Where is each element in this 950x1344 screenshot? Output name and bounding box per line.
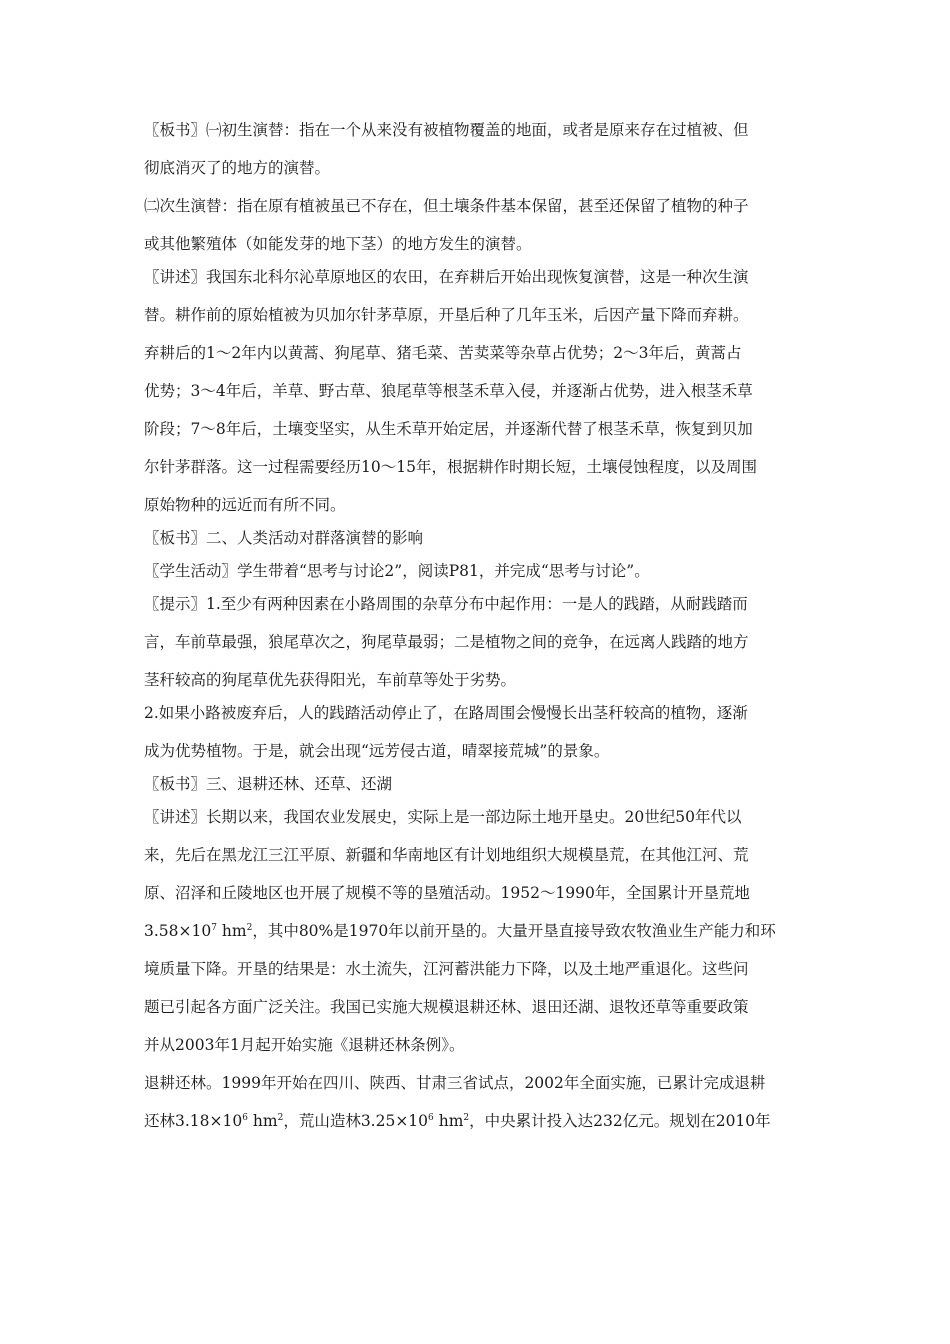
superscript: 2 [277, 1113, 284, 1123]
text-line: 替。耕作前的原始植被为贝加尔针茅草原，开垦后种了几年玉米，后因产量下降而弃耕。 [144, 306, 749, 324]
text-line: 退耕还林。1999年开始在四川、陕西、甘肃三省试点，2002年全面实施，已累计完成退耕 [144, 1074, 766, 1092]
superscript: 2 [463, 1113, 470, 1123]
text-line: 境质量下降。开垦的结果是：水土流失，江河蓄洪能力下降，以及土地严重退化。这些问 [144, 960, 749, 978]
document-body [144, 120, 809, 1131]
text-line: 成为优势植物。于是，就会出现“远芳侵古道，晴翠接荒城”的景象。 [144, 742, 610, 760]
text-segment: ，荒山造林3.25×10 [283, 1112, 429, 1130]
text-segment: hm [216, 922, 247, 940]
text-line: 阶段；7～8年后，土壤变坚实，从生禾草开始定居，并逐渐代替了根茎禾草，恢复到贝加 [144, 420, 753, 438]
text-segment: hm [247, 1112, 278, 1130]
text-line: 来，先后在黑龙江三江平原、新疆和华南地区有计划地组织大规模垦荒，在其他江河、荒 [144, 846, 749, 864]
text-line: 原始物种的远近而有所不同。 [144, 496, 346, 514]
text-line: 〖板书〗㈠初生演替：指在一个从来没有被植物覆盖的地面，或者是原来存在过植被、但 [144, 121, 749, 139]
text-line: 优势；3～4年后，羊草、野古草、狼尾草等根茎禾草入侵，并逐渐占优势，进入根茎禾草 [144, 382, 753, 400]
text-line: 茎秆较高的狗尾草优先获得阳光，车前草等处于劣势。 [144, 671, 517, 689]
text-line-with-superscripts [144, 921, 809, 941]
text-line: 2.如果小路被废弃后，人的践踏活动停止了，在路周围会慢慢长出茎秆较高的植物，逐渐 [144, 704, 748, 722]
text-line: 题已引起各方面广泛关注。我国已实施大规模退耕还林、退田还湖、退牧还草等重要政策 [144, 998, 749, 1016]
text-line: 或其他繁殖体（如能发芽的地下茎）的地方发生的演替。 [144, 235, 532, 253]
text-line: 弃耕后的1～2年内以黄蒿、狗尾草、猪毛菜、苦荬菜等杂草占优势；2～3年后，黄蒿占 [144, 344, 742, 362]
text-line: 〖学生活动〗学生带着“思考与讨论2”，阅读P81，并完成“思考与讨论”。 [144, 562, 650, 580]
text-line: 原、沼泽和丘陵地区也开展了规模不等的垦殖活动。1952～1990年，全国累计开垦荒地 [144, 884, 750, 902]
text-line-with-superscripts [144, 1111, 809, 1131]
text-segment: 还林3.18×10 [144, 1112, 243, 1130]
text-segment: 3.58×10 [144, 922, 212, 940]
superscript: 2 [246, 923, 253, 933]
text-segment: ，中央累计投入达232亿元。规划在2010年 [469, 1112, 771, 1130]
text-line: 〖提示〗1.至少有两种因素在小路周围的杂草分布中起作用：一是人的践踏，从耐践踏而 [144, 595, 748, 613]
heading-line: 〖板书〗二、人类活动对群落演替的影响 [144, 529, 424, 547]
text-line: 〖讲述〗长期以来，我国农业发展史，实际上是一部边际土地开垦史。20世纪50年代以 [144, 808, 742, 826]
text-line: ㈡次生演替：指在原有植被虽已不存在，但土壤条件基本保留，甚至还保留了植物的种子 [144, 197, 749, 215]
heading-line: 〖板书〗三、退耕还林、还草、还湖 [144, 775, 393, 793]
text-segment: ，其中80%是1970年以前开垦的。大量开垦直接导致农牧渔业生产能力和环 [252, 922, 776, 940]
superscript: 6 [242, 1113, 248, 1123]
text-line: 言，车前草最强，狼尾草次之，狗尾草最弱；二是植物之间的竞争，在远离人践踏的地方 [144, 633, 749, 651]
text-line: 彻底消灭了的地方的演替。 [144, 159, 331, 177]
text-segment: hm [433, 1112, 464, 1130]
superscript: 7 [211, 923, 217, 933]
text-line: 尔针茅群落。这一过程需要经历10～15年，根据耕作时期长短，土壤侵蚀程度，以及周围 [144, 458, 757, 476]
text-line: 并从2003年1月起开始实施《退耕还林条例》。 [144, 1036, 465, 1054]
text-line: 〖讲述〗我国东北科尔沁草原地区的农田，在弃耕后开始出现恢复演替，这是一种次生演 [144, 268, 749, 286]
superscript: 6 [428, 1113, 434, 1123]
